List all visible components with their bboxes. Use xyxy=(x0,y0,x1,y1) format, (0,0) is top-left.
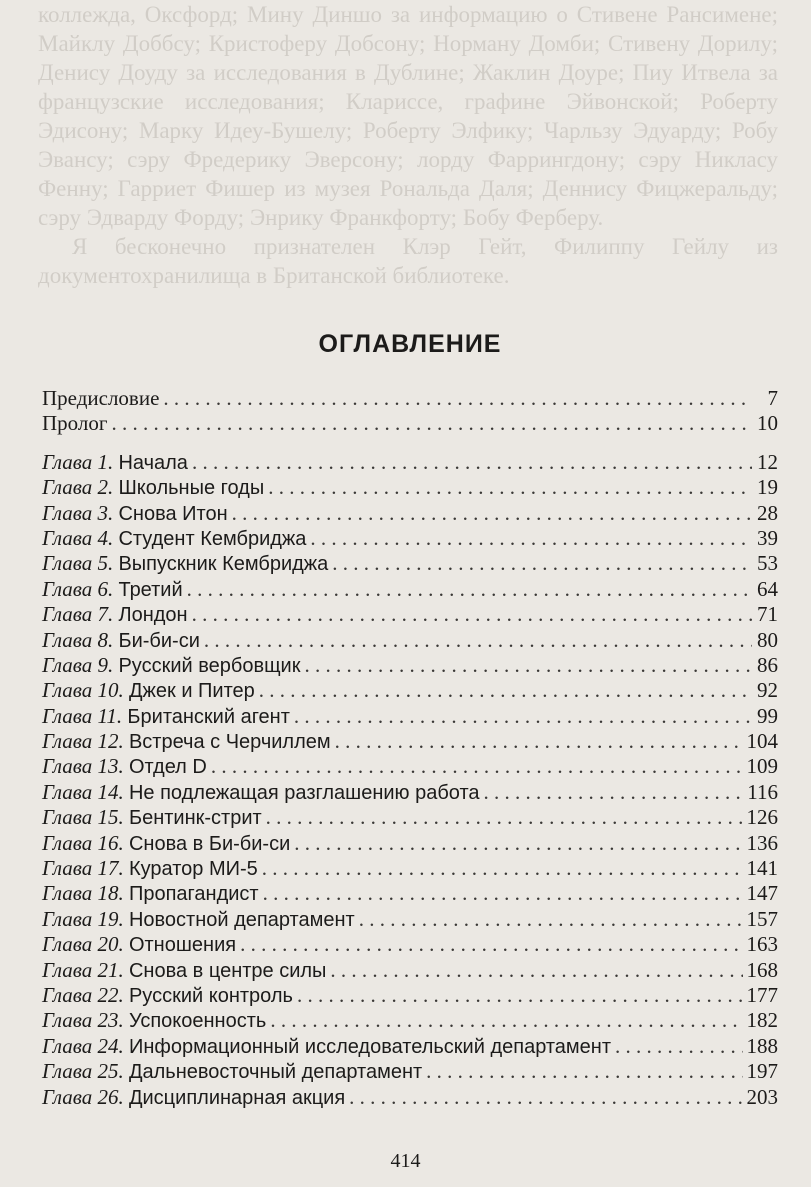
toc-chapter-label xyxy=(42,831,290,856)
chapter-title: Бентинк-стрит xyxy=(128,807,262,830)
dot-leader xyxy=(359,907,743,932)
toc-chapter-label xyxy=(42,805,262,830)
toc-entry-page: 99 xyxy=(757,703,778,728)
chapter-prefix: Глава 14. xyxy=(42,779,124,804)
chapter-title: Снова Итон xyxy=(118,502,228,525)
toc-chapter-entry xyxy=(42,983,778,1008)
dot-leader xyxy=(211,754,743,779)
chapter-prefix: Глава 2. xyxy=(42,475,114,500)
dot-leader xyxy=(268,475,752,500)
chapter-prefix: Глава 16. xyxy=(42,830,124,855)
dot-leader xyxy=(304,653,752,678)
toc-entry xyxy=(42,386,778,411)
toc-chapter-entry xyxy=(42,628,778,653)
chapter-title: Британский агент xyxy=(127,705,290,728)
toc-entry-page: 136 xyxy=(746,830,778,855)
chapter-prefix: Глава 6. xyxy=(42,576,114,601)
chapter-prefix: Глава 13. xyxy=(42,754,124,779)
toc-chapter-entry xyxy=(42,475,778,500)
dot-leader xyxy=(192,450,752,475)
toc-chapter-label xyxy=(42,856,258,881)
toc-chapter-entry xyxy=(42,907,778,932)
dot-leader xyxy=(335,729,743,754)
chapter-prefix: Глава 15. xyxy=(42,805,124,830)
toc-entry-page: 39 xyxy=(757,525,778,550)
chapter-prefix: Глава 17. xyxy=(42,856,124,881)
toc-entry-page: 163 xyxy=(746,932,778,957)
dot-leader xyxy=(187,577,752,602)
toc-chapter-entry xyxy=(42,958,778,983)
toc-chapter-label xyxy=(42,729,331,754)
toc-chapter-label xyxy=(42,501,228,526)
toc-entry-page: 71 xyxy=(757,602,778,627)
toc-chapter-entry xyxy=(42,729,778,754)
toc-entry-page: 141 xyxy=(746,856,778,881)
toc-chapter-entry xyxy=(42,932,778,957)
toc-entry-page: 53 xyxy=(757,551,778,576)
toc-entry-page: 188 xyxy=(746,1033,778,1058)
bleed-through-text xyxy=(38,0,778,300)
chapter-title: Дисциплинарная акция xyxy=(128,1086,346,1109)
bleed-paragraph-2: Я бесконечно признателен Клэр Гейт, Филиппу Гейлу из документохранилища в Британской библиотеке. xyxy=(38,234,778,288)
toc-entry-page: 104 xyxy=(746,729,778,754)
toc-chapter-entry xyxy=(42,678,778,703)
chapter-title: Новостной департамент xyxy=(128,908,355,931)
toc-entry-page: 157 xyxy=(746,906,778,931)
toc-chapter-label xyxy=(42,1085,345,1110)
chapter-prefix: Глава 3. xyxy=(42,500,114,525)
toc-chapter-entry xyxy=(42,754,778,779)
chapter-title: Снова в центре силы xyxy=(128,959,327,982)
dot-leader xyxy=(270,1008,742,1033)
toc-chapter-label xyxy=(42,1008,266,1033)
chapter-prefix: Глава 5. xyxy=(42,551,114,576)
chapter-title: Русский контроль xyxy=(128,984,293,1007)
toc-chapter-entry xyxy=(42,780,778,805)
chapter-prefix: Глава 20. xyxy=(42,932,124,957)
dot-leader xyxy=(204,628,752,653)
chapter-prefix: Глава 26. xyxy=(42,1084,124,1109)
dot-leader xyxy=(332,551,752,576)
chapter-prefix: Глава 18. xyxy=(42,881,124,906)
toc-chapter-label xyxy=(42,577,183,602)
toc-entry-label: Предисловие xyxy=(42,386,160,410)
dot-leader xyxy=(163,386,752,411)
toc-chapter-label xyxy=(42,754,207,779)
chapter-prefix: Глава 23. xyxy=(42,1008,124,1033)
chapter-title: Успокоенность xyxy=(128,1010,267,1033)
chapter-title: Встреча с Черчиллем xyxy=(128,731,331,754)
dot-leader xyxy=(297,983,743,1008)
chapter-title: Отношения xyxy=(128,934,237,957)
chapter-title: Отдел D xyxy=(128,756,207,779)
toc-entry-page: 168 xyxy=(746,957,778,982)
toc-entry xyxy=(42,411,778,436)
toc-list xyxy=(42,386,778,1110)
dot-leader xyxy=(232,501,752,526)
toc-entry-page: 10 xyxy=(757,411,778,436)
dot-leader xyxy=(426,1059,742,1084)
toc-chapter-entry xyxy=(42,577,778,602)
toc-entry-page: 177 xyxy=(746,982,778,1007)
chapter-title: Третий xyxy=(118,578,183,601)
toc-chapter-entry xyxy=(42,450,778,475)
chapter-prefix: Глава 24. xyxy=(42,1033,124,1058)
chapter-title: Куратор МИ-5 xyxy=(128,858,258,881)
toc-entry-page: 86 xyxy=(757,652,778,677)
chapter-title: Снова в Би-би-си xyxy=(128,832,291,855)
toc-entry-page: 109 xyxy=(746,754,778,779)
toc-chapter-entry xyxy=(42,831,778,856)
chapter-prefix: Глава 19. xyxy=(42,906,124,931)
toc-chapter-entry xyxy=(42,881,778,906)
toc-chapter-label xyxy=(42,881,259,906)
toc-entry-page: 7 xyxy=(767,386,778,410)
toc-entry-page: 28 xyxy=(757,500,778,525)
toc-chapter-entry xyxy=(42,526,778,551)
chapter-title: Дальневосточный департамент xyxy=(128,1061,423,1084)
dot-leader xyxy=(310,526,752,551)
dot-leader xyxy=(111,411,752,436)
toc-chapter-label xyxy=(42,780,480,805)
chapter-prefix: Глава 10. xyxy=(42,678,124,703)
toc-chapter-label xyxy=(42,983,293,1008)
toc-entry-page: 116 xyxy=(747,779,778,804)
dot-leader xyxy=(266,805,743,830)
toc-chapter-label xyxy=(42,1034,611,1059)
toc-chapter-entry xyxy=(42,704,778,729)
dot-leader xyxy=(294,831,742,856)
chapter-prefix: Глава 7. xyxy=(42,602,114,627)
dot-leader xyxy=(294,704,752,729)
dot-leader xyxy=(192,602,752,627)
dot-leader xyxy=(263,881,743,906)
toc-entry-page: 92 xyxy=(757,678,778,703)
chapter-prefix: Глава 22. xyxy=(42,982,124,1007)
toc-entry-page: 19 xyxy=(757,475,778,500)
bleed-paragraph-1: коллежда, Оксфорд; Мину Диншо за информацию о Стивене Рансимене; Майклу Доббсу; Кристоферу Добсону; Норману Домби; Стивену Дорилу; Денису Доуду за исследования в Дублине; Жаклин Доуре; Пиу Итвела за французские исследования; Клариссе, графине Эйвонской; Роберту Эдисону; Марку Идеу-Бушелу; Роберту Элфику; Чарльзу Эдуарду; Робу Эвансу; сэру Фредерику Эверсону; лорду Фаррингдону; сэру Никласу Фенну; Гарриет Фишер из музея Рональда Даля; Деннису Фицжеральду; сэру Эдварду Форду; Энрику Франкфорту; Бобу Ферберу. xyxy=(38,2,778,230)
chapter-title: Джек и Питер xyxy=(128,680,255,703)
chapter-prefix: Глава 9. xyxy=(42,652,114,677)
toc-chapter-entry xyxy=(42,856,778,881)
toc-entry-page: 126 xyxy=(746,805,778,830)
toc-chapter-label xyxy=(42,475,264,500)
dot-leader xyxy=(262,856,743,881)
toc-entry-page: 203 xyxy=(746,1084,778,1109)
dot-leader xyxy=(615,1034,742,1059)
toc-entry-page: 182 xyxy=(746,1008,778,1033)
dot-leader xyxy=(330,958,742,983)
chapter-prefix: Глава 4. xyxy=(42,525,114,550)
toc-chapter-label xyxy=(42,678,255,703)
toc-chapter-entry xyxy=(42,501,778,526)
chapter-title: Информационный исследовательский департамент xyxy=(128,1035,612,1058)
toc-chapter-label xyxy=(42,958,326,983)
toc-entry-page: 12 xyxy=(757,449,778,474)
toc-chapter-entry xyxy=(42,1008,778,1033)
chapter-title: Би-би-си xyxy=(118,629,200,652)
chapter-title: Школьные годы xyxy=(118,477,265,500)
dot-leader xyxy=(240,932,742,957)
chapter-title: Выпускник Кембриджа xyxy=(118,553,329,576)
toc-entry-label: Пролог xyxy=(42,411,108,436)
dot-leader xyxy=(484,780,744,805)
toc-chapter-entry xyxy=(42,805,778,830)
toc-chapter-label xyxy=(42,602,188,627)
chapter-title: Не подлежащая разглашению работа xyxy=(128,781,480,804)
toc-chapter-label xyxy=(42,653,300,678)
dot-leader xyxy=(349,1085,742,1110)
chapter-prefix: Глава 21. xyxy=(42,957,124,982)
page-number: 414 xyxy=(390,1150,421,1172)
toc-chapter-label xyxy=(42,551,328,576)
toc-chapter-entry xyxy=(42,1085,778,1110)
chapter-title: Лондон xyxy=(118,604,188,627)
dot-leader xyxy=(259,678,752,703)
chapter-title: Начала xyxy=(118,451,188,474)
chapter-prefix: Глава 8. xyxy=(42,627,114,652)
chapter-prefix: Глава 11. xyxy=(42,703,123,728)
toc-chapter-label xyxy=(42,1059,422,1084)
toc-chapter-label xyxy=(42,704,290,729)
toc-entry-page: 147 xyxy=(746,881,778,906)
toc-chapter-label xyxy=(42,932,236,957)
chapter-title: Студент Кембриджа xyxy=(118,527,307,550)
toc-chapter-label xyxy=(42,628,200,653)
toc-chapter-label xyxy=(42,450,188,475)
toc-chapter-entry xyxy=(42,602,778,627)
chapter-title: Пропагандист xyxy=(128,883,259,906)
chapter-title: Русский вербовщик xyxy=(118,654,301,677)
toc-title: ОГЛАВЛЕНИЕ xyxy=(318,330,502,358)
toc-chapter-entry xyxy=(42,551,778,576)
toc-chapter-entry xyxy=(42,653,778,678)
chapter-prefix: Глава 12. xyxy=(42,729,124,754)
toc-entry-page: 64 xyxy=(757,576,778,601)
toc-chapter-label xyxy=(42,907,355,932)
chapter-prefix: Глава 25. xyxy=(42,1059,124,1084)
toc-entry-page: 80 xyxy=(757,627,778,652)
chapter-prefix: Глава 1. xyxy=(42,449,114,474)
toc-entry-page: 197 xyxy=(746,1059,778,1084)
toc-chapter-entry xyxy=(42,1059,778,1084)
toc-chapter-entry xyxy=(42,1034,778,1059)
toc-chapter-label xyxy=(42,526,306,551)
